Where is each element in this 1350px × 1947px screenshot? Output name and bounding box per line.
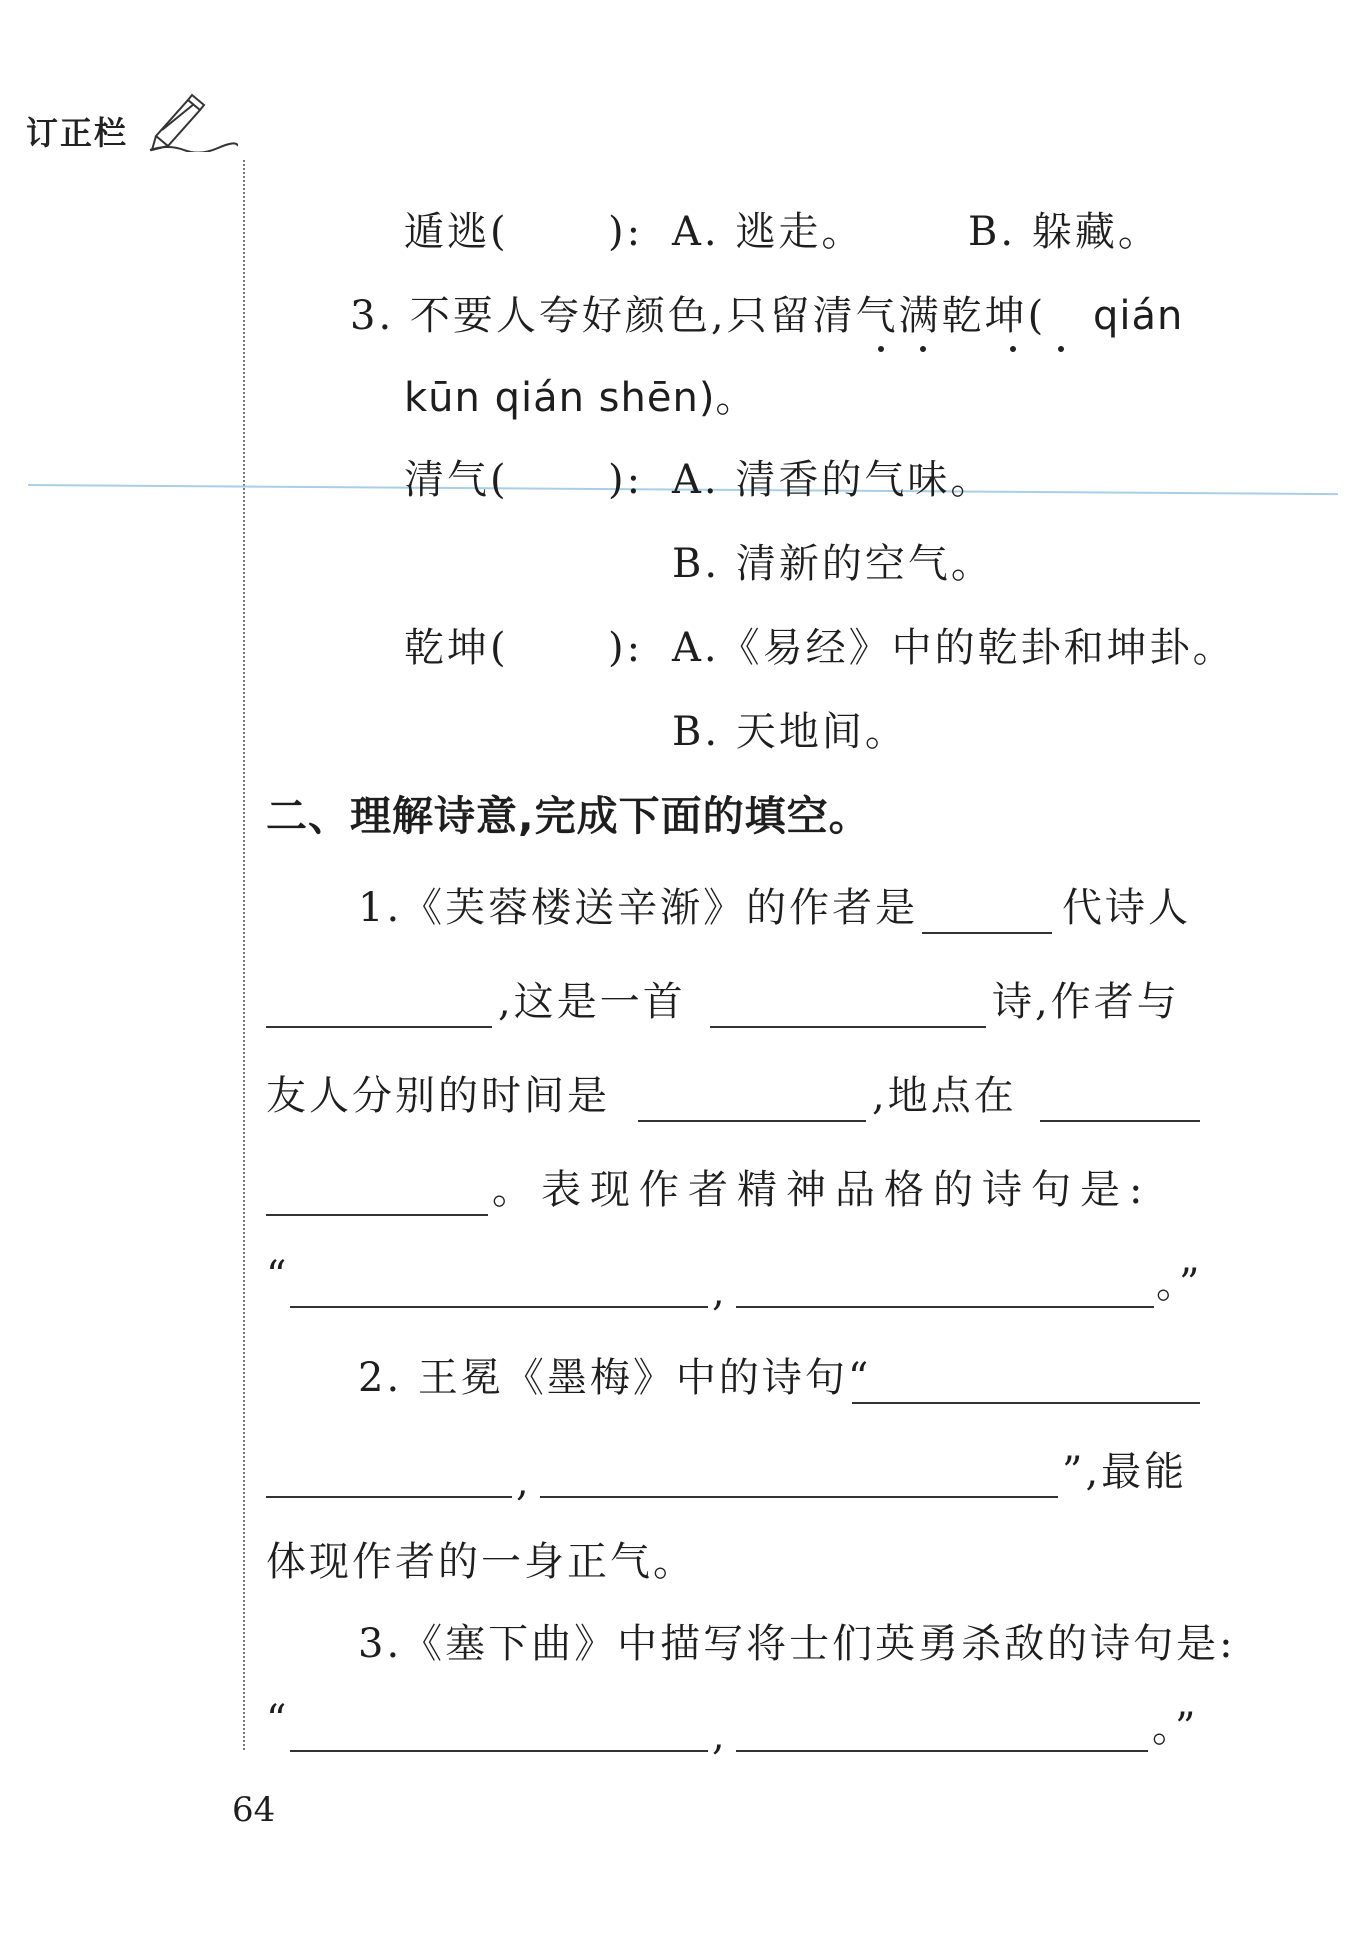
answer-blank[interactable]: [852, 1402, 1200, 1404]
answer-blank[interactable]: [710, 1026, 986, 1028]
word-qiankun: 乾坤(: [404, 625, 509, 671]
qingqi-option-b: B. 清新的空气。: [672, 541, 994, 587]
emphasis-dot: [1010, 346, 1016, 352]
comma: ,: [712, 1269, 728, 1315]
q1-line3-end: ,地点在: [872, 1073, 1017, 1119]
q3-pinyin-line2: kūn qián shēn)。: [404, 375, 757, 421]
answer-blank[interactable]: [290, 1306, 708, 1308]
q3-line1: 3. 不要人夸好颜色,只留清气满乾坤(: [350, 293, 1047, 339]
word-duntao: 遁逃(: [404, 209, 509, 255]
q1-line2-end: 诗,作者与: [992, 979, 1180, 1025]
word-qiankun-close: ):: [608, 625, 644, 671]
answer-blank[interactable]: [736, 1750, 1148, 1752]
q1-line1-text: 1.《芙蓉楼送辛渐》的作者是: [358, 885, 919, 931]
emphasis-dot: [920, 346, 926, 352]
answer-blank[interactable]: [638, 1120, 866, 1122]
qiankun-option-b: B. 天地间。: [672, 709, 908, 755]
qingqi-option-a: A. 清香的气味。: [672, 457, 994, 503]
q3-pinyin-start: qián: [1093, 293, 1184, 339]
emphasis-dot: [878, 346, 884, 352]
answer-blank[interactable]: [266, 1496, 512, 1498]
word-qingqi: 清气(: [404, 457, 509, 503]
page-number: 64: [232, 1790, 276, 1830]
word-qingqi-close: ):: [608, 457, 644, 503]
word-duntao-close: ):: [608, 209, 644, 255]
duntao-option-a: A. 逃走。: [672, 209, 865, 255]
q1-line4-text: 。表现作者精神品格的诗句是:: [492, 1167, 1152, 1213]
answer-blank[interactable]: [266, 1026, 492, 1028]
answer-blank[interactable]: [1040, 1120, 1200, 1122]
answer-blank[interactable]: [266, 1214, 488, 1216]
open-quote: “: [266, 1253, 290, 1299]
close-quote: 。”: [1152, 1705, 1199, 1751]
answer-blank[interactable]: [290, 1750, 708, 1752]
answer-blank[interactable]: [922, 932, 1052, 934]
q1-line1-end: 代诗人: [1062, 885, 1191, 931]
q2-line3-text: 体现作者的一身正气。: [266, 1539, 696, 1585]
comma: ,: [712, 1713, 728, 1759]
pencil-icon: [148, 92, 238, 152]
answer-blank[interactable]: [736, 1306, 1154, 1308]
close-quote: 。”: [1156, 1261, 1203, 1307]
emphasis-dot: [1058, 346, 1064, 352]
comma: ,: [516, 1459, 532, 1505]
qiankun-option-a: A.《易经》中的乾卦和坤卦。: [672, 625, 1236, 671]
q1-line2-text: ,这是一首: [498, 979, 686, 1025]
answer-blank[interactable]: [540, 1496, 1058, 1498]
open-quote: “: [266, 1697, 290, 1743]
q2-line2-end: ”,最能: [1062, 1449, 1188, 1495]
correction-column-label: 订正栏: [26, 114, 129, 152]
margin-divider: [243, 160, 245, 1750]
section-heading: 二、理解诗意,完成下面的填空。: [266, 792, 871, 840]
q1-line3-text: 友人分别的时间是: [266, 1073, 610, 1119]
q2-line1-text: 2. 王冕《墨梅》中的诗句“: [358, 1355, 872, 1401]
q3-fill-line1-text: 3.《塞下曲》中描写将士们英勇杀敌的诗句是:: [358, 1621, 1236, 1667]
duntao-option-b: B. 躲藏。: [968, 209, 1161, 255]
